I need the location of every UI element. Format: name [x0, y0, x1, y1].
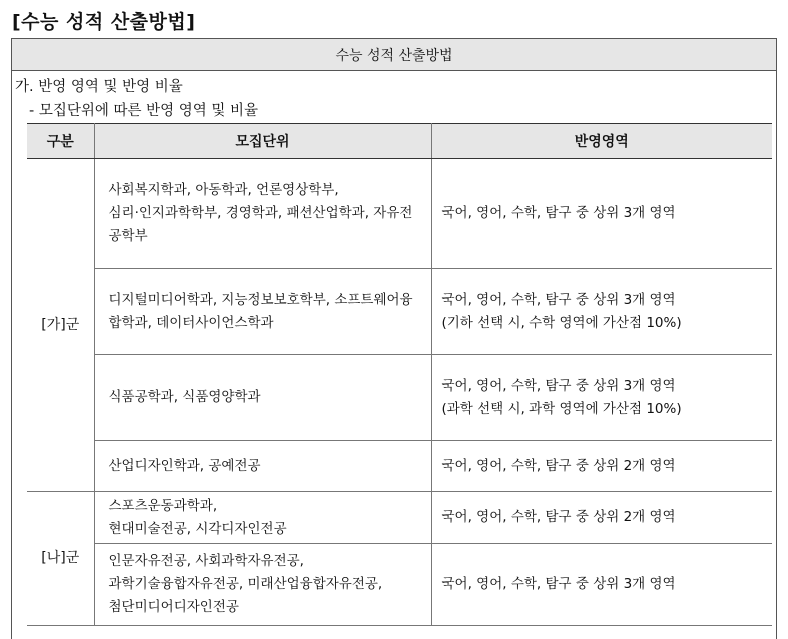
- area-line: 국어, 영어, 수학, 탐구 중 상위 3개 영역: [441, 291, 676, 308]
- reflection-table: [27, 123, 772, 626]
- unit-cell: [94, 159, 431, 269]
- unit-cell: [94, 355, 431, 441]
- unit-cell: [94, 269, 431, 355]
- area-cell: [431, 441, 772, 492]
- area-cell: [431, 355, 772, 441]
- area-line: 국어, 영어, 수학, 탐구 중 상위 3개 영역: [441, 576, 676, 592]
- unit-cell: [94, 492, 431, 544]
- unit-line: 과학기술융합자유전공, 미래산업융합자유전공,: [108, 576, 383, 592]
- unit-line: 산업디자인학과, 공예전공: [108, 457, 261, 474]
- area-cell: [431, 159, 772, 269]
- unit-line: 식품공학과, 식품영양학과: [108, 389, 261, 405]
- group-cell: [나]군: [27, 492, 94, 626]
- area-line: 국어, 영어, 수학, 탐구 중 상위 2개 영역: [441, 457, 676, 474]
- group-cell: [가]군: [27, 159, 94, 492]
- page-title: [수능 성적 산출방법]: [12, 11, 196, 33]
- table-row: [27, 441, 772, 492]
- table-row: [27, 269, 772, 355]
- area-cell: [431, 492, 772, 544]
- area-line: 국어, 영어, 수학, 탐구 중 상위 3개 영역: [441, 205, 676, 221]
- unit-line: 현대미술전공, 시각디자인전공: [108, 520, 287, 537]
- unit-cell: [94, 544, 431, 626]
- unit-line: 디지털미디어학과, 지능정보보호학부, 소프트웨어융: [108, 291, 413, 308]
- area-cell: [431, 544, 772, 626]
- unit-line: 심리·인지과학학부, 경영학과, 패션산업학과, 자유전: [108, 205, 413, 221]
- section-heading: 가. 반영 영역 및 반영 비율: [15, 79, 183, 95]
- table-header-row: [27, 124, 772, 159]
- box-header: 수능 성적 산출방법: [12, 39, 776, 71]
- table-row: [27, 159, 772, 269]
- unit-line: 공학부: [108, 228, 148, 244]
- header-area: 반영영역: [431, 124, 772, 159]
- area-line: 국어, 영어, 수학, 탐구 중 상위 2개 영역: [441, 509, 676, 525]
- area-cell: [431, 269, 772, 355]
- unit-cell: [94, 441, 431, 492]
- header-unit: 모집단위: [94, 124, 431, 159]
- area-line: (기하 선택 시, 수학 영역에 가산점 10%): [441, 314, 682, 331]
- unit-line: 인문자유전공, 사회과학자유전공,: [108, 553, 304, 569]
- header-group: 구분: [27, 124, 94, 159]
- method-box: [11, 38, 777, 639]
- area-line: 국어, 영어, 수학, 탐구 중 상위 3개 영역: [441, 377, 676, 394]
- table-row: [27, 492, 772, 544]
- section-subheading: - 모집단위에 따른 반영 영역 및 비율: [29, 103, 258, 119]
- table-row: [27, 355, 772, 441]
- unit-line: 스포츠운동과학과,: [108, 497, 218, 514]
- unit-line: 합학과, 데이터사이언스학과: [108, 314, 274, 331]
- unit-line: 첨단미디어디자인전공: [108, 599, 239, 615]
- unit-line: 사회복지학과, 아동학과, 언론영상학부,: [108, 182, 339, 198]
- table-row: [27, 544, 772, 626]
- area-line: (과학 선택 시, 과학 영역에 가산점 10%): [441, 400, 682, 417]
